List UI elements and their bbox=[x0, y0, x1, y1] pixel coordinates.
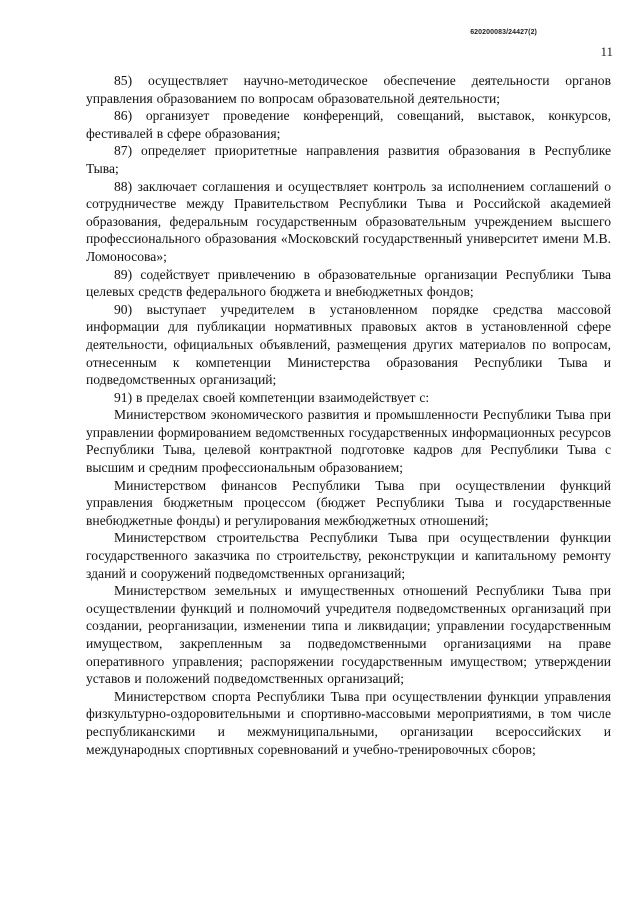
paragraph-87: 87) определяет приоритетные направления развития образования в Республике Тыва; bbox=[86, 143, 611, 176]
paragraph-ministry-economy: Министерством экономического развития и промышленности Республики Тыва при управлении формированием ведомственных государственных информационных ресурсов Республики Тыва, целевой контрактной подготовке кадров для Республики Тыва с высшим и средним профессиональным образованием; bbox=[86, 407, 611, 476]
document-body bbox=[86, 72, 611, 758]
paragraph-88: 88) заключает соглашения и осуществляет контроль за исполнением соглашений о сотрудничестве между Правительством Республики Тыва и Российской академией образования, федеральным государственным образовательным учреждением высшего профессионального образования «Московский государственный университет имени М.В. Ломоносова»; bbox=[86, 178, 611, 264]
paragraph-90: 90) выступает учредителем в установленном порядке средства массовой информации для публикации нормативных правовых актов в установленной сфере деятельности, официальных объявлений, размещения других материалов по вопросам, отнесенным к компетенции Министерства образования Республики Тыва и подведомственных организаций; bbox=[86, 301, 611, 388]
document-registration-code: 620200083/24427(2) bbox=[470, 29, 537, 36]
paragraph-85: 85) осуществляет научно-методическое обеспечение деятельности органов управления образованием по вопросам образовательной деятельности; bbox=[86, 73, 611, 106]
paragraph-ministry-finance: Министерством финансов Республики Тыва при осуществлении функций управления бюджетным процессом (бюджет Республики Тыва и государственные внебюджетные фонды) и регулирования межбюджетных отношений; bbox=[86, 477, 611, 528]
paragraph-91: 91) в пределах своей компетенции взаимодействует с: bbox=[114, 389, 430, 405]
paragraph-ministry-land-property: Министерством земельных и имущественных отношений Республики Тыва при осуществлении функций и полномочий учредителя подведомственных организаций при создании, реорганизации, изменении типа и ликвидации; управлении государственным имуществом, закрепленным за подведомственными организациями на праве оперативного управления; распоряжении государственным имуществом; утверждении уставов и положений подведомственных организаций; bbox=[86, 583, 611, 687]
paragraph-89: 89) содействует привлечению в образовательные организации Республики Тыва целевых средств федерального бюджета и внебюджетных фондов; bbox=[86, 266, 611, 300]
paragraph-ministry-sport: Министерством спорта Республики Тыва при осуществлении функции управления физкультурно-оздоровительными и спортивно-массовыми мероприятиями, в том числе республиканскими и межмуниципальными, организации всероссийских и международных спортивных соревнований и учебно-тренировочных сборов; bbox=[86, 688, 611, 757]
paragraph-86: 86) организует проведение конференций, совещаний, выставок, конкурсов, фестивалей в сфере образования; bbox=[86, 108, 611, 141]
paragraph-ministry-construction: Министерством строительства Республики Тыва при осуществлении функции государственного заказчика по строительству, реконструкции и капитальному ремонту зданий и сооружений подведомственных организаций; bbox=[86, 530, 611, 581]
page-number: 11 bbox=[600, 44, 613, 59]
